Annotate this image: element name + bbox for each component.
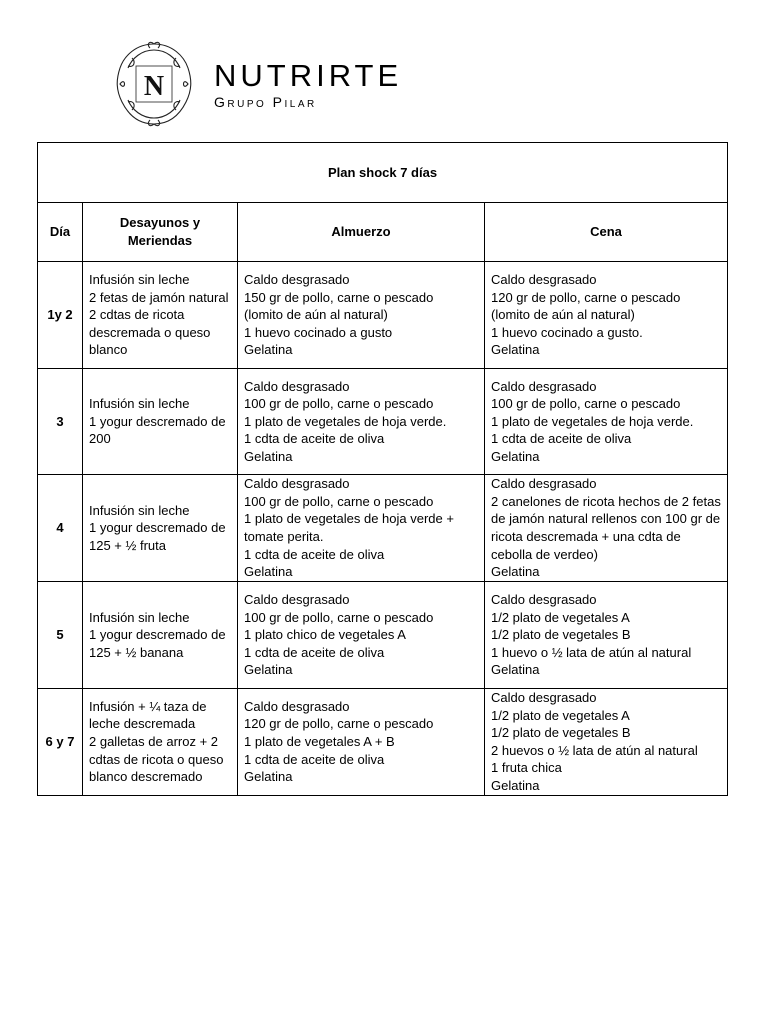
meal-line: Caldo desgrasado bbox=[244, 698, 350, 714]
logo-emblem-icon bbox=[112, 40, 196, 128]
meal-line: Caldo desgrasado bbox=[491, 272, 597, 288]
meal-line: 1 huevo cocinado a gusto bbox=[244, 324, 393, 340]
meal-line: Caldo desgrasado bbox=[244, 476, 350, 492]
lunch-cell bbox=[238, 369, 485, 475]
meal-line: Caldo desgrasado bbox=[244, 378, 350, 394]
meal-line: Gelatina bbox=[491, 564, 540, 580]
breakfast-cell bbox=[83, 475, 238, 582]
dinner-cell bbox=[485, 262, 728, 369]
lunch-cell bbox=[238, 475, 485, 582]
meal-line: 1 plato de vegetales de hoja verde. bbox=[491, 413, 694, 429]
meal-line: Caldo desgrasado bbox=[491, 690, 597, 705]
meal-line: 120 gr de pollo, carne o pescado bbox=[244, 716, 434, 732]
breakfast-cell bbox=[83, 262, 238, 369]
table-title: Plan shock 7 días bbox=[38, 143, 728, 203]
table-title-row bbox=[38, 143, 728, 203]
meal-line: 150 gr de pollo, carne o pescado bbox=[244, 289, 434, 305]
table-row bbox=[38, 475, 728, 582]
meal-line: Gelatina bbox=[491, 662, 540, 678]
day-cell: 5 bbox=[38, 582, 83, 689]
meal-line: Gelatina bbox=[244, 448, 293, 464]
meal-line: 1 plato de vegetales A + B bbox=[244, 733, 395, 749]
meal-line: 1/2 plato de vegetales B bbox=[491, 627, 631, 643]
meal-line: Infusión sin leche bbox=[89, 272, 190, 288]
meal-line: Infusión sin leche bbox=[89, 502, 190, 518]
meal-line: 1 cdta de aceite de oliva bbox=[491, 431, 632, 447]
meal-line: Infusión + ¼ taza de leche descremada bbox=[89, 698, 207, 732]
meal-line: Gelatina bbox=[244, 342, 293, 358]
meal-line: Gelatina bbox=[491, 448, 540, 464]
meal-line: 2 cdtas de ricota descremada o queso blanco bbox=[89, 307, 211, 358]
column-header-day: Día bbox=[38, 203, 83, 262]
brand-logo bbox=[112, 40, 432, 130]
meal-line: 1 yogur descremado de 125 + ½ fruta bbox=[89, 520, 226, 553]
meal-line: 1 huevo cocinado a gusto. bbox=[491, 324, 643, 340]
meal-line: Gelatina bbox=[244, 769, 293, 785]
dinner-cell bbox=[485, 369, 728, 475]
dinner-cell bbox=[485, 582, 728, 689]
lunch-cell bbox=[238, 689, 485, 796]
meal-line: Infusión sin leche bbox=[89, 396, 190, 412]
dinner-cell bbox=[485, 475, 728, 582]
logo-letter: N bbox=[143, 71, 165, 102]
table-header-row bbox=[38, 203, 728, 262]
meal-line: 1/2 plato de vegetales A bbox=[491, 707, 630, 723]
meal-line: Caldo desgrasado bbox=[244, 592, 350, 608]
meal-line: 1 plato de vegetales de hoja verde. bbox=[244, 413, 447, 429]
meal-plan-table bbox=[37, 142, 728, 796]
meal-line: Gelatina bbox=[491, 342, 540, 358]
meal-line: 1 fruta chica bbox=[491, 760, 562, 776]
lunch-cell bbox=[238, 582, 485, 689]
table-row bbox=[38, 689, 728, 796]
table-row bbox=[38, 582, 728, 689]
breakfast-cell bbox=[83, 369, 238, 475]
meal-line: Gelatina bbox=[244, 564, 293, 580]
meal-line: Caldo desgrasado bbox=[244, 272, 350, 288]
meal-line: 1 plato de vegetales de hoja verde + tomate perita. bbox=[244, 511, 454, 544]
meal-line: (lomito de aún al natural) bbox=[491, 307, 635, 323]
meal-line: 1 huevo o ½ lata de atún al natural bbox=[491, 644, 692, 660]
meal-line: 2 canelones de ricota hechos de 2 fetas de jamón natural rellenos con 100 gr de ricota descremada + una cdta de cebolla de verdeo) bbox=[491, 493, 721, 562]
meal-line: 1 cdta de aceite de oliva bbox=[244, 431, 385, 447]
meal-line: 1/2 plato de vegetales A bbox=[491, 609, 630, 625]
day-cell: 1y 2 bbox=[38, 262, 83, 369]
lunch-cell bbox=[238, 262, 485, 369]
meal-line: 1 cdta de aceite de oliva bbox=[244, 751, 385, 767]
brand-subtitle: Grupo Pilar bbox=[214, 94, 317, 110]
day-cell: 4 bbox=[38, 475, 83, 582]
column-header-dinner: Cena bbox=[485, 203, 728, 262]
meal-line: 120 gr de pollo, carne o pescado bbox=[491, 289, 681, 305]
column-header-breakfast: Desayunos y Meriendas bbox=[83, 203, 238, 262]
meal-line: 1 yogur descremado de 200 bbox=[89, 413, 226, 447]
table-row bbox=[38, 262, 728, 369]
column-header-lunch: Almuerzo bbox=[238, 203, 485, 262]
meal-line: (lomito de aún al natural) bbox=[244, 307, 388, 323]
breakfast-cell bbox=[83, 689, 238, 796]
brand-name: NUTRIRTE bbox=[214, 58, 403, 93]
meal-line: 2 galletas de arroz + 2 cdtas de ricota o queso blanco descremado bbox=[89, 733, 224, 785]
meal-line: 1 yogur descremado de 125 + ½ banana bbox=[89, 627, 226, 660]
meal-line: 1 cdta de aceite de oliva bbox=[244, 644, 385, 660]
meal-line: 100 gr de pollo, carne o pescado bbox=[491, 396, 681, 412]
meal-line: Gelatina bbox=[244, 662, 293, 678]
breakfast-cell bbox=[83, 582, 238, 689]
meal-line: 100 gr de pollo, carne o pescado bbox=[244, 396, 434, 412]
meal-line: Caldo desgrasado bbox=[491, 378, 597, 394]
meal-line: Caldo desgrasado bbox=[491, 476, 597, 492]
meal-line: 100 gr de pollo, carne o pescado bbox=[244, 493, 434, 509]
meal-line: 1 cdta de aceite de oliva bbox=[244, 546, 385, 562]
meal-line: Infusión sin leche bbox=[89, 609, 190, 625]
dinner-cell bbox=[485, 689, 728, 796]
meal-line: 2 fetas de jamón natural bbox=[89, 289, 229, 305]
meal-line: 100 gr de pollo, carne o pescado bbox=[244, 609, 434, 625]
meal-line: 1/2 plato de vegetales B bbox=[491, 725, 631, 741]
day-cell: 6 y 7 bbox=[38, 689, 83, 796]
meal-line: Caldo desgrasado bbox=[491, 592, 597, 608]
meal-line: 2 huevos o ½ lata de atún al natural bbox=[491, 742, 698, 758]
meal-line: 1 plato chico de vegetales A bbox=[244, 627, 406, 643]
meal-line: Gelatina bbox=[491, 777, 540, 793]
table-row bbox=[38, 369, 728, 475]
day-cell: 3 bbox=[38, 369, 83, 475]
